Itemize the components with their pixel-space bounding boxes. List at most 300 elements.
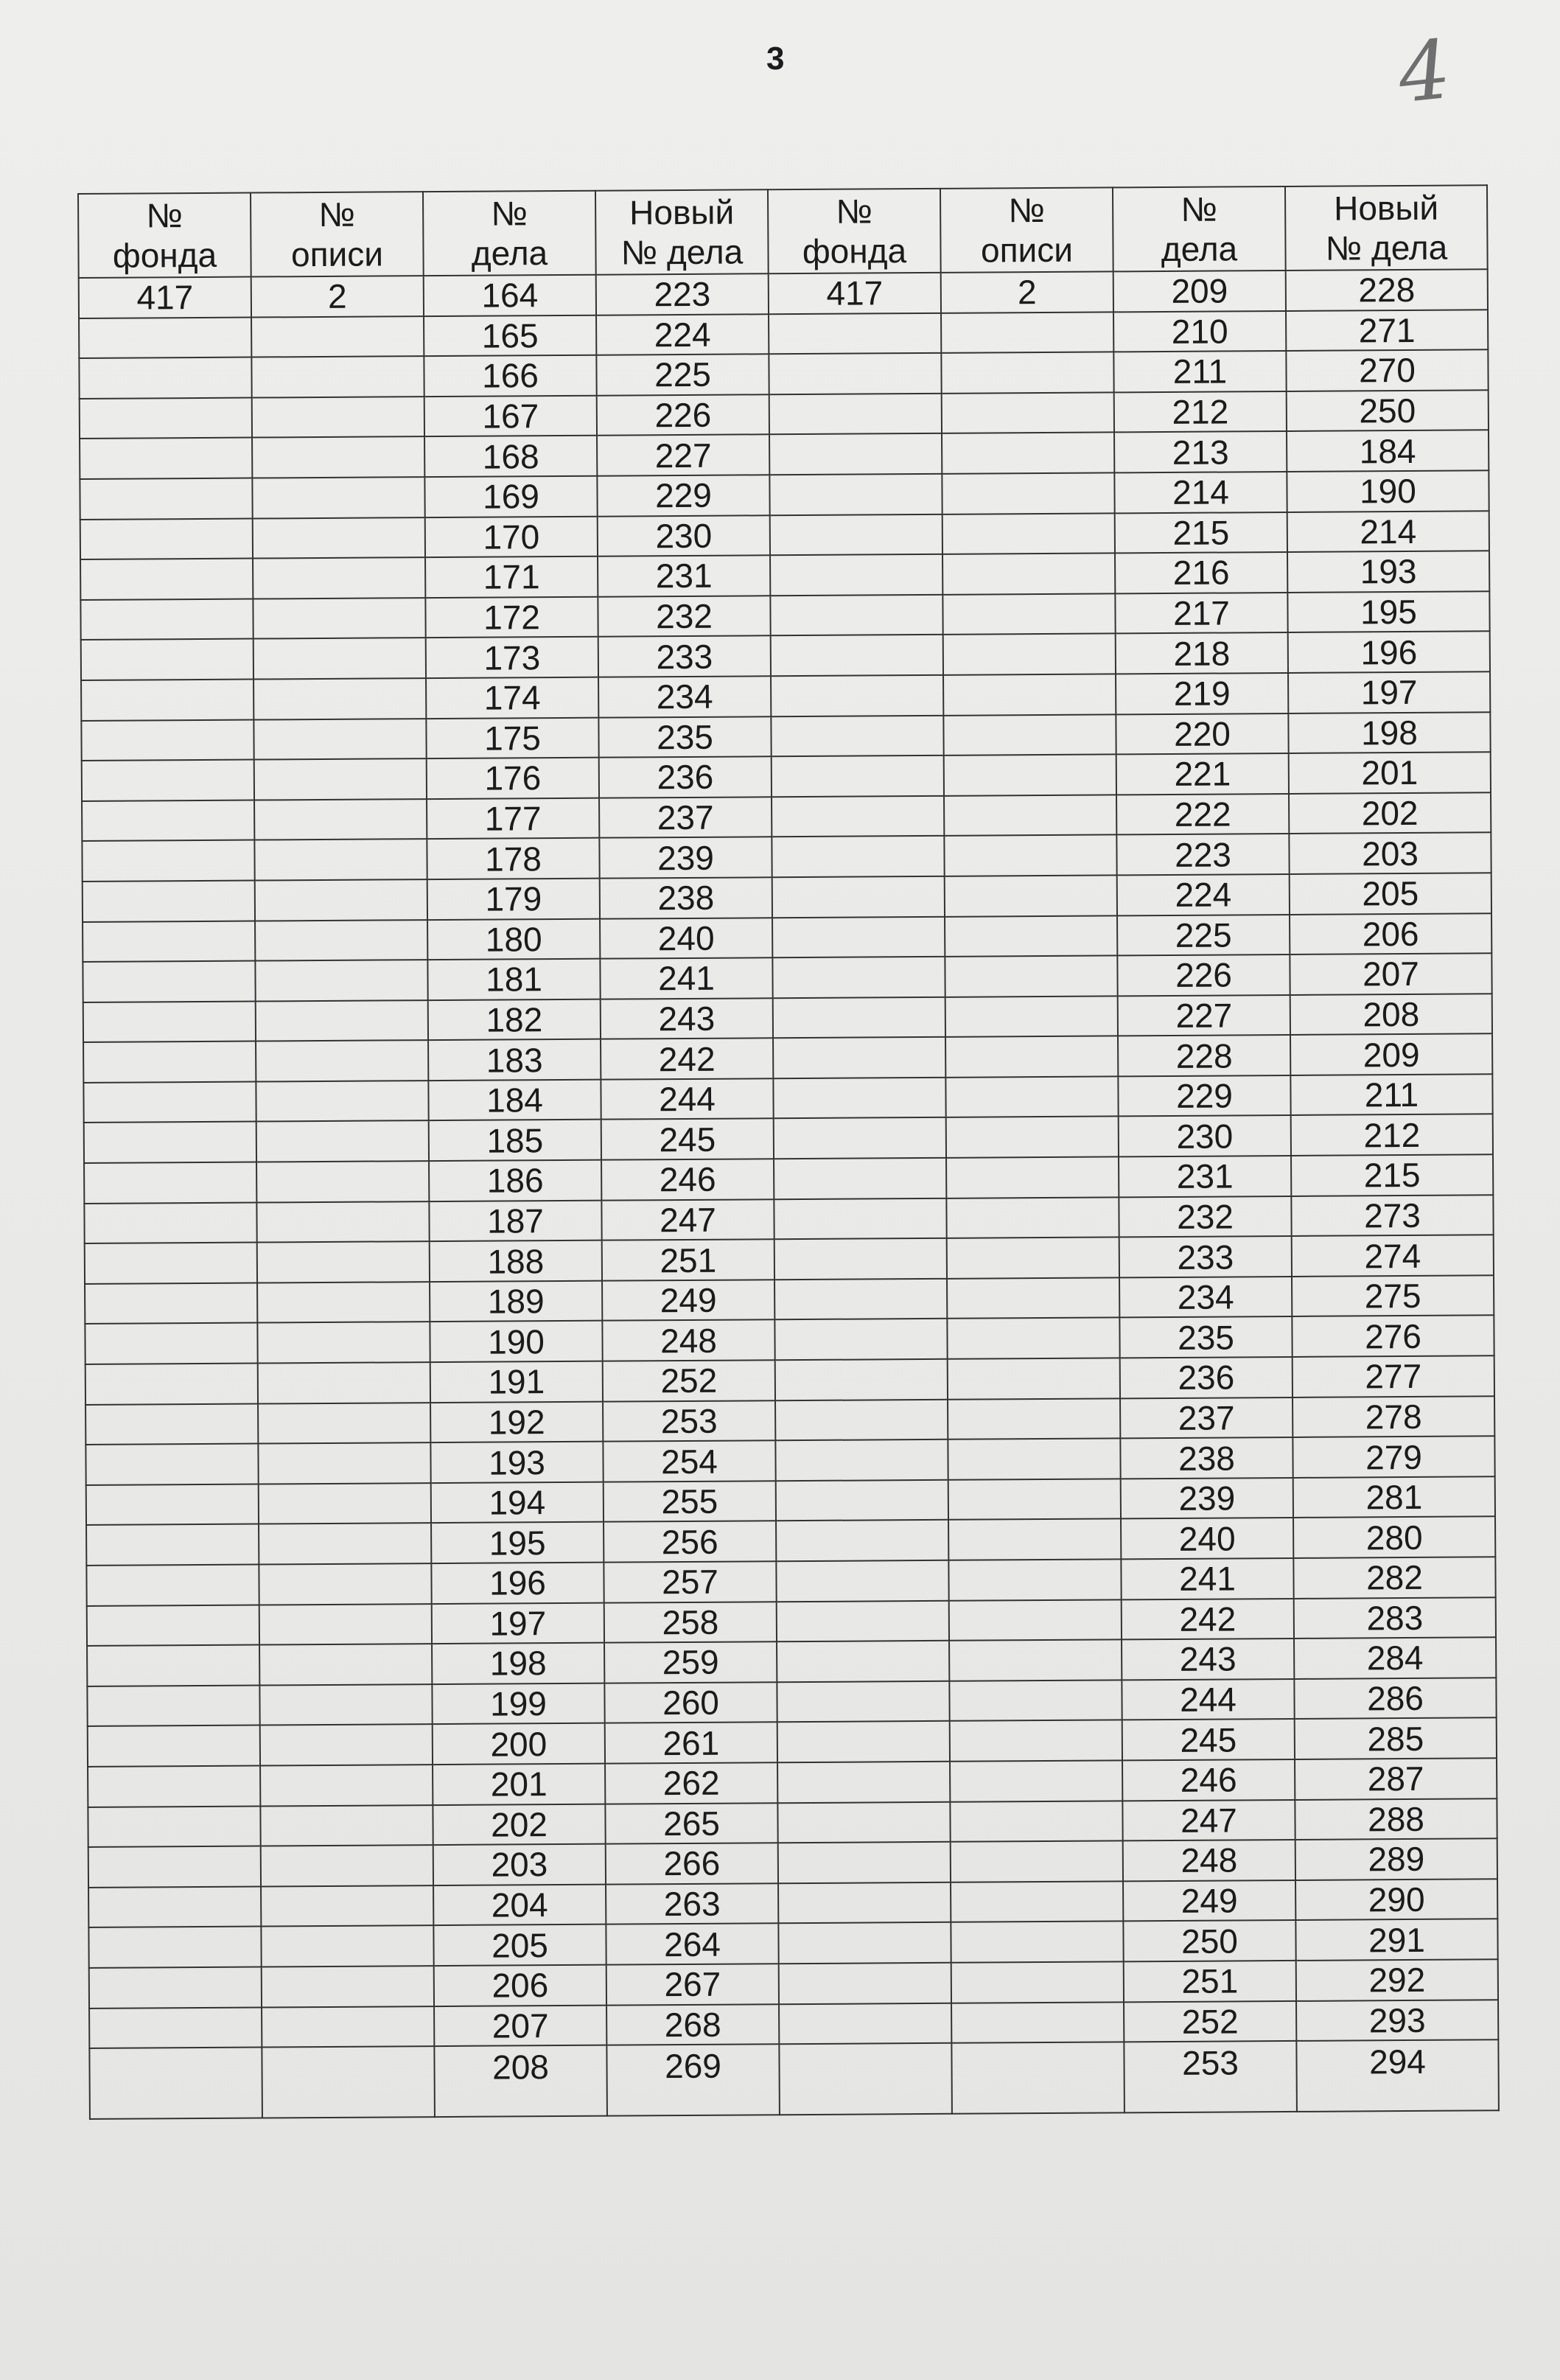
cell-delo-left: 174 xyxy=(426,677,598,719)
cell-opis-right xyxy=(946,1117,1119,1158)
cell-delo-right: 237 xyxy=(1120,1397,1293,1439)
cell-delo-left: 173 xyxy=(426,637,598,678)
cell-fond-left xyxy=(87,1605,259,1646)
cell-opis-right xyxy=(944,795,1116,836)
cell-fond-left xyxy=(80,518,253,559)
cell-fond-left xyxy=(89,2007,262,2048)
header-delo-right: № дела xyxy=(1113,186,1286,271)
cell-new-delo-left: 258 xyxy=(604,1602,777,1643)
cell-opis-left xyxy=(254,799,427,840)
cell-delo-right: 249 xyxy=(1123,1880,1295,1922)
cell-delo-left: 181 xyxy=(427,959,600,1000)
cell-fond-left xyxy=(83,1081,256,1123)
cell-delo-left: 188 xyxy=(430,1240,602,1282)
cell-delo-left: 206 xyxy=(434,1965,606,2006)
cell-opis-right xyxy=(947,1318,1119,1359)
cell-delo-left: 172 xyxy=(425,596,598,638)
cell-delo-left: 183 xyxy=(428,1039,601,1081)
cell-opis-left xyxy=(256,1081,428,1122)
cell-fond-right xyxy=(769,394,942,435)
cell-new-delo-right: 207 xyxy=(1290,953,1491,994)
cell-fond-right xyxy=(773,1078,945,1119)
cell-opis-right xyxy=(951,1961,1124,2003)
cell-opis-right xyxy=(945,915,1117,957)
cell-opis-left xyxy=(255,920,427,961)
cell-opis-left xyxy=(261,1885,433,1927)
cell-opis-right xyxy=(948,1439,1120,1480)
cell-new-delo-left: 246 xyxy=(601,1159,774,1200)
cell-delo-left: 170 xyxy=(425,516,598,557)
cell-fond-right xyxy=(778,1922,951,1964)
cell-fond-left xyxy=(81,679,253,720)
cell-fond-left xyxy=(80,397,252,439)
cell-opis-left xyxy=(252,477,424,518)
header-opis-left: № описи xyxy=(251,192,424,276)
cell-new-delo-right: 214 xyxy=(1287,511,1489,552)
cell-opis-left xyxy=(256,1201,429,1243)
cell-new-delo-right: 195 xyxy=(1287,591,1489,632)
cell-new-delo-left: 245 xyxy=(601,1119,774,1160)
cell-new-delo-right: 281 xyxy=(1293,1476,1495,1518)
cell-opis-right xyxy=(945,1036,1118,1078)
cell-fond-left xyxy=(83,880,255,921)
cell-opis-left xyxy=(253,517,425,559)
cell-new-delo-left: 257 xyxy=(604,1561,776,1602)
cell-opis-left xyxy=(260,1765,433,1806)
cell-opis-left xyxy=(254,839,427,880)
cell-opis-right xyxy=(948,1479,1121,1520)
cell-delo-left: 168 xyxy=(424,436,597,477)
header-new-delo-left: Новый № дела xyxy=(595,189,769,274)
cell-new-delo-left: 239 xyxy=(599,837,772,879)
cell-opis-right xyxy=(948,1398,1120,1439)
cell-new-delo-right: 206 xyxy=(1290,913,1491,955)
handwritten-page-number: 4 xyxy=(1393,21,1455,122)
cell-new-delo-right: 212 xyxy=(1291,1114,1493,1156)
cell-delo-left: 195 xyxy=(431,1522,604,1563)
cell-delo-left: 204 xyxy=(433,1884,606,1925)
cell-new-delo-left: 268 xyxy=(606,2004,779,2045)
cell-new-delo-right: 193 xyxy=(1287,551,1489,592)
cell-opis-right xyxy=(950,1760,1122,1801)
header-fond-right: № фонда xyxy=(768,189,941,273)
cell-delo-right: 231 xyxy=(1119,1156,1291,1197)
header-delo-left: № дела xyxy=(423,191,596,276)
cell-opis-left xyxy=(258,1442,430,1484)
cell-opis-right xyxy=(941,352,1113,394)
cell-opis-left xyxy=(252,397,424,438)
cell-fond-right xyxy=(779,2003,951,2044)
cell-new-delo-right: 293 xyxy=(1296,2000,1498,2041)
cell-opis-left xyxy=(253,598,425,639)
cell-fond-right xyxy=(779,1963,951,2004)
cell-fond-right xyxy=(775,1439,948,1481)
cell-delo-left: 200 xyxy=(433,1723,605,1765)
cell-fond-right xyxy=(778,1882,951,1924)
cell-new-delo-left: 247 xyxy=(601,1199,774,1240)
cell-fond-left xyxy=(82,760,254,801)
cell-new-delo-left: 249 xyxy=(602,1280,774,1321)
cell-opis-left xyxy=(253,678,426,719)
cell-fond-left xyxy=(81,639,253,680)
cell-delo-left: 178 xyxy=(427,838,599,879)
cell-new-delo-left: 241 xyxy=(600,957,772,999)
cell-fond-left xyxy=(82,800,254,841)
table-body xyxy=(79,269,1499,2119)
cell-delo-right: 253 xyxy=(1124,2041,1297,2112)
cell-delo-left: 198 xyxy=(432,1643,604,1684)
cell-fond-left xyxy=(82,840,254,882)
cell-new-delo-left: 253 xyxy=(603,1400,775,1442)
cell-opis-left xyxy=(259,1563,431,1605)
cell-delo-right: 245 xyxy=(1122,1719,1295,1760)
cell-opis-left xyxy=(257,1282,430,1323)
cell-fond-left xyxy=(84,1202,256,1243)
cell-new-delo-left: 261 xyxy=(605,1723,777,1764)
cell-delo-left: 175 xyxy=(426,717,598,758)
cell-opis-right xyxy=(950,1801,1122,1842)
cell-new-delo-right: 271 xyxy=(1286,310,1488,351)
cell-fond-right xyxy=(771,635,943,676)
cell-delo-right: 213 xyxy=(1114,431,1287,472)
cell-delo-right: 230 xyxy=(1119,1115,1291,1156)
cell-new-delo-right: 282 xyxy=(1293,1557,1495,1598)
cell-delo-left: 201 xyxy=(433,1764,605,1805)
cell-fond-right xyxy=(776,1560,948,1602)
cell-opis-left xyxy=(253,638,426,679)
cell-opis-left: 2 xyxy=(251,276,424,317)
cell-fond-right xyxy=(772,957,945,998)
cell-fond-left xyxy=(85,1283,257,1324)
cell-new-delo-right: 289 xyxy=(1295,1838,1497,1880)
cell-opis-right xyxy=(944,755,1116,796)
cell-opis-left xyxy=(257,1241,430,1283)
cell-delo-right: 216 xyxy=(1115,552,1287,593)
cell-fond-left xyxy=(79,357,251,399)
cell-delo-right: 209 xyxy=(1113,271,1286,312)
table-header-row xyxy=(78,185,1488,278)
header-opis-right: № описи xyxy=(940,187,1113,272)
cell-fond-left xyxy=(80,478,252,520)
cell-fond-right xyxy=(774,1279,947,1320)
cell-new-delo-left: 235 xyxy=(598,716,771,758)
cell-new-delo-left: 242 xyxy=(601,1039,773,1080)
cell-fond-right xyxy=(770,554,942,596)
cell-new-delo-right: 273 xyxy=(1291,1195,1493,1236)
cell-delo-right: 226 xyxy=(1117,955,1290,996)
cell-delo-right: 223 xyxy=(1116,834,1289,875)
cell-opis-left xyxy=(258,1403,430,1444)
cell-new-delo-left: 237 xyxy=(599,797,772,838)
cell-delo-right: 232 xyxy=(1119,1196,1291,1238)
cell-opis-left xyxy=(259,1644,432,1685)
cell-opis-right xyxy=(943,634,1116,675)
cell-opis-right xyxy=(947,1238,1119,1279)
cell-delo-left: 196 xyxy=(431,1563,604,1604)
cell-fond-right xyxy=(778,1842,951,1883)
cell-delo-right: 241 xyxy=(1121,1558,1293,1599)
cell-delo-left: 176 xyxy=(427,758,599,799)
cell-opis-left xyxy=(259,1524,431,1565)
cell-fond-left: 417 xyxy=(79,277,251,318)
cell-delo-right: 212 xyxy=(1114,391,1287,433)
cell-opis-right xyxy=(948,1358,1120,1399)
cell-opis-left xyxy=(255,960,427,1001)
cell-delo-right: 238 xyxy=(1120,1437,1293,1479)
cell-delo-left: 177 xyxy=(427,798,599,839)
cell-new-delo-right: 205 xyxy=(1290,873,1491,914)
cell-new-delo-right: 287 xyxy=(1295,1758,1497,1799)
cell-delo-right: 221 xyxy=(1116,753,1289,795)
cell-delo-right: 251 xyxy=(1124,1961,1296,2002)
cell-opis-left xyxy=(255,879,427,921)
cell-delo-left: 167 xyxy=(424,395,597,436)
cell-fond-left xyxy=(80,438,252,479)
cell-fond-right xyxy=(772,876,945,918)
cell-delo-right: 244 xyxy=(1122,1679,1294,1720)
cell-new-delo-right: 270 xyxy=(1286,349,1488,391)
cell-opis-left xyxy=(259,1604,432,1645)
cell-new-delo-left: 256 xyxy=(604,1521,776,1563)
cell-new-delo-left: 259 xyxy=(604,1641,777,1683)
cell-new-delo-right: 283 xyxy=(1294,1597,1496,1639)
table-row xyxy=(89,2039,1499,2119)
cell-new-delo-right: 292 xyxy=(1296,1959,1498,2000)
cell-opis-left xyxy=(251,356,424,397)
cell-fond-left xyxy=(86,1565,259,1606)
cell-delo-right: 219 xyxy=(1116,673,1288,714)
cell-delo-left: 202 xyxy=(433,1804,605,1845)
cell-new-delo-left: 244 xyxy=(601,1078,773,1120)
cell-new-delo-left: 269 xyxy=(606,2044,780,2115)
cell-fond-right xyxy=(777,1801,950,1843)
cell-new-delo-right: 228 xyxy=(1286,269,1488,310)
cell-fond-left xyxy=(83,1001,256,1042)
cell-new-delo-right: 209 xyxy=(1290,1034,1492,1075)
cell-delo-right: 240 xyxy=(1121,1518,1293,1559)
cell-new-delo-left: 255 xyxy=(604,1481,776,1522)
cell-opis-right xyxy=(951,1881,1123,1922)
cell-fond-right xyxy=(777,1681,949,1723)
cell-new-delo-left: 252 xyxy=(603,1360,775,1401)
cell-delo-right: 224 xyxy=(1117,874,1290,915)
cell-delo-left: 193 xyxy=(430,1442,603,1483)
cell-delo-right: 229 xyxy=(1118,1075,1290,1117)
cell-delo-left: 191 xyxy=(430,1361,603,1403)
cell-delo-right: 243 xyxy=(1122,1639,1294,1680)
cell-delo-right: 250 xyxy=(1123,1920,1295,1961)
cell-opis-left xyxy=(251,316,424,357)
cell-opis-left xyxy=(259,1684,432,1725)
cell-delo-right: 239 xyxy=(1121,1478,1293,1519)
cell-fond-left xyxy=(85,1243,257,1284)
cell-opis-left xyxy=(260,1805,433,1846)
cell-delo-right: 228 xyxy=(1118,1035,1290,1076)
cell-opis-right xyxy=(941,312,1113,353)
cell-fond-right xyxy=(771,675,943,716)
header-fond-left: № фонда xyxy=(78,193,251,278)
cell-new-delo-right: 288 xyxy=(1295,1798,1497,1840)
cell-new-delo-left: 267 xyxy=(606,1964,779,2005)
cell-delo-left: 184 xyxy=(428,1080,601,1121)
cell-fond-left xyxy=(84,1162,256,1204)
cell-fond-right xyxy=(775,1359,948,1400)
cell-delo-left: 179 xyxy=(427,879,600,920)
cell-new-delo-right: 215 xyxy=(1291,1154,1493,1196)
cell-delo-right: 211 xyxy=(1113,351,1286,392)
cell-opis-right xyxy=(943,674,1116,715)
cell-delo-left: 164 xyxy=(424,275,596,316)
cell-fond-right xyxy=(779,2043,952,2115)
cell-fond-left xyxy=(85,1444,258,1485)
cell-opis-left xyxy=(261,1925,433,1967)
cell-opis-right xyxy=(948,1519,1121,1560)
cell-new-delo-left: 229 xyxy=(597,475,769,516)
cell-fond-left xyxy=(88,1846,261,1888)
cell-fond-left xyxy=(85,1323,257,1364)
cell-fond-right xyxy=(774,1319,947,1360)
cell-opis-left xyxy=(259,1483,431,1524)
cell-new-delo-left: 230 xyxy=(598,515,770,556)
cell-fond-left xyxy=(89,1967,262,2008)
cell-opis-right xyxy=(946,1156,1119,1198)
cell-opis-right: 2 xyxy=(941,271,1113,313)
cell-fond-right xyxy=(777,1721,950,1762)
cell-opis-right xyxy=(949,1599,1122,1641)
cell-delo-right: 222 xyxy=(1116,794,1289,835)
cell-delo-right: 242 xyxy=(1122,1599,1294,1640)
cell-fond-right xyxy=(774,1198,946,1239)
cell-delo-left: 197 xyxy=(432,1602,604,1644)
cell-delo-right: 233 xyxy=(1119,1236,1292,1277)
cell-opis-left xyxy=(260,1724,433,1765)
cell-opis-right xyxy=(942,433,1114,474)
cell-delo-left: 186 xyxy=(429,1160,601,1201)
cell-new-delo-left: 264 xyxy=(606,1924,778,1965)
cell-fond-right xyxy=(772,836,944,877)
cell-fond-right xyxy=(769,353,941,394)
header-new-delo-right: Новый № дела xyxy=(1285,185,1488,271)
cell-opis-left xyxy=(256,1040,428,1081)
cell-delo-right: 225 xyxy=(1117,914,1290,955)
cell-new-delo-left: 243 xyxy=(601,998,773,1039)
cell-fond-right xyxy=(776,1520,948,1561)
cell-new-delo-left: 263 xyxy=(606,1883,778,1924)
cell-delo-right: 218 xyxy=(1116,632,1288,674)
cell-new-delo-left: 226 xyxy=(597,394,769,436)
cell-new-delo-right: 202 xyxy=(1289,792,1491,834)
cell-opis-right xyxy=(951,2042,1124,2113)
cell-new-delo-right: 184 xyxy=(1287,430,1489,472)
cell-opis-left xyxy=(253,557,425,599)
cell-fond-left xyxy=(84,1122,256,1163)
cell-new-delo-right: 285 xyxy=(1295,1718,1497,1759)
cell-fond-left xyxy=(81,719,253,761)
cell-new-delo-left: 232 xyxy=(598,596,770,637)
case-renumbering-table xyxy=(77,184,1500,2120)
cell-delo-left: 205 xyxy=(433,1924,606,1966)
cell-new-delo-left: 262 xyxy=(605,1762,777,1804)
cell-new-delo-left: 266 xyxy=(606,1843,778,1884)
cell-opis-right xyxy=(942,554,1115,595)
cell-new-delo-left: 236 xyxy=(599,756,772,798)
cell-new-delo-right: 190 xyxy=(1287,470,1489,512)
cell-new-delo-left: 223 xyxy=(596,273,769,315)
cell-fond-right xyxy=(769,474,942,515)
cell-fond-right xyxy=(770,514,942,555)
page-number: 3 xyxy=(766,41,785,77)
cell-delo-right: 252 xyxy=(1124,2000,1296,2042)
cell-fond-left xyxy=(86,1484,259,1525)
cell-new-delo-right: 277 xyxy=(1293,1355,1494,1397)
cell-new-delo-left: 265 xyxy=(605,1803,777,1844)
cell-fond-right xyxy=(772,796,944,837)
cell-fond-right xyxy=(769,313,941,354)
cell-new-delo-right: 250 xyxy=(1287,390,1489,431)
cell-new-delo-left: 233 xyxy=(598,636,771,677)
cell-opis-right xyxy=(945,996,1118,1037)
cell-fond-left xyxy=(87,1645,259,1686)
cell-opis-left xyxy=(257,1322,430,1364)
cell-fond-right xyxy=(770,595,942,636)
cell-delo-right: 214 xyxy=(1114,472,1287,513)
cell-fond-left xyxy=(87,1685,259,1726)
cell-fond-left xyxy=(80,559,253,600)
cell-opis-left xyxy=(256,1000,428,1041)
cell-new-delo-left: 251 xyxy=(602,1239,774,1280)
cell-opis-right xyxy=(949,1680,1122,1721)
cell-delo-left: 208 xyxy=(434,2045,607,2117)
cell-fond-right xyxy=(777,1641,949,1682)
cell-delo-left: 192 xyxy=(430,1401,603,1442)
cell-new-delo-right: 278 xyxy=(1293,1396,1494,1437)
cell-new-delo-right: 291 xyxy=(1295,1919,1497,1961)
cell-delo-right: 217 xyxy=(1115,593,1287,634)
cell-opis-right xyxy=(944,835,1116,876)
cell-fond-left xyxy=(88,1725,260,1767)
cell-delo-right: 235 xyxy=(1119,1316,1292,1358)
cell-delo-left: 207 xyxy=(434,2005,606,2046)
cell-delo-left: 194 xyxy=(431,1482,604,1523)
cell-fond-right xyxy=(774,1238,947,1280)
cell-new-delo-right: 208 xyxy=(1290,994,1492,1035)
cell-delo-left: 171 xyxy=(425,556,598,598)
cell-new-delo-right: 279 xyxy=(1293,1437,1494,1478)
cell-delo-right: 210 xyxy=(1113,311,1286,352)
cell-delo-left: 180 xyxy=(427,918,600,960)
cell-delo-right: 215 xyxy=(1115,512,1287,554)
cell-fond-right xyxy=(772,916,945,957)
cell-new-delo-right: 211 xyxy=(1290,1074,1492,1115)
cell-opis-right xyxy=(949,1640,1122,1681)
cell-delo-left: 169 xyxy=(424,476,597,517)
cell-new-delo-left: 240 xyxy=(600,918,772,959)
cell-fond-left xyxy=(83,1041,256,1083)
cell-fond-right xyxy=(772,755,944,797)
cell-opis-left xyxy=(256,1161,429,1202)
cell-new-delo-right: 274 xyxy=(1292,1235,1494,1277)
cell-fond-left xyxy=(79,317,251,358)
cell-delo-right: 236 xyxy=(1120,1357,1293,1398)
cell-opis-right xyxy=(945,875,1117,916)
cell-opis-left xyxy=(258,1362,430,1403)
cell-fond-right xyxy=(777,1762,950,1803)
cell-fond-right xyxy=(774,1158,946,1199)
cell-fond-left xyxy=(88,1886,261,1927)
cell-new-delo-left: 227 xyxy=(597,435,769,476)
cell-fond-right xyxy=(769,433,942,475)
cell-opis-left xyxy=(256,1121,429,1162)
